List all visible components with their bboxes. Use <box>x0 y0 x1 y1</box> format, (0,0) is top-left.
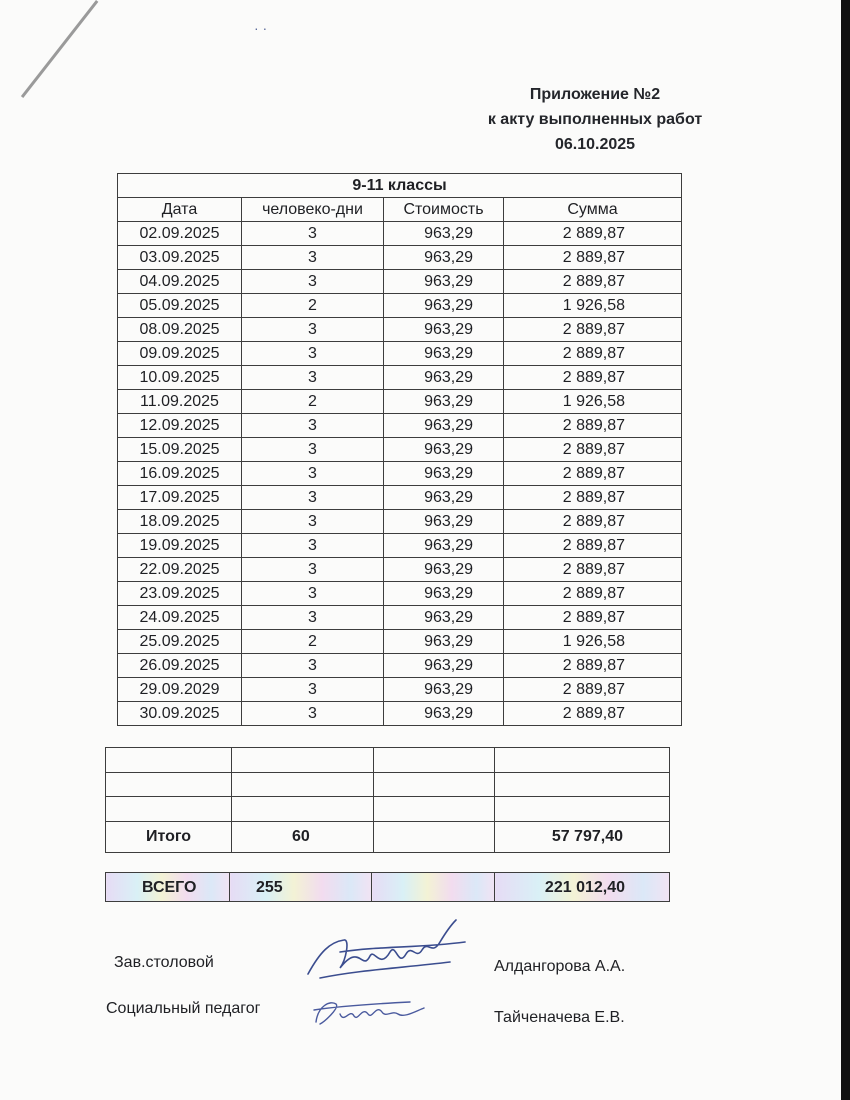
cell-price: 963,29 <box>384 462 504 486</box>
cell-price: 963,29 <box>384 702 504 726</box>
subtotal-days: 60 <box>232 821 374 852</box>
cell-price: 963,29 <box>384 342 504 366</box>
subtotal-label: Итого <box>106 821 232 852</box>
cell-days: 3 <box>242 678 384 702</box>
cell-sum: 2 889,87 <box>504 246 682 270</box>
cell-sum: 2 889,87 <box>504 534 682 558</box>
table-row <box>118 222 682 246</box>
cell-sum: 2 889,87 <box>504 582 682 606</box>
scan-edge <box>841 0 850 1100</box>
cell-date: 04.09.2025 <box>118 270 242 294</box>
cell-date: 15.09.2025 <box>118 438 242 462</box>
cell-price: 963,29 <box>384 366 504 390</box>
cell-days: 2 <box>242 294 384 318</box>
column-header-price: Стоимость <box>384 198 504 222</box>
cell-days: 3 <box>242 270 384 294</box>
subtotal-sum: 57 797,40 <box>495 821 670 852</box>
signer-role-1: Зав.столовой <box>114 954 214 971</box>
table-row <box>118 246 682 270</box>
table-row <box>118 702 682 726</box>
cell-days: 3 <box>242 414 384 438</box>
cell-date: 12.09.2025 <box>118 414 242 438</box>
table-row <box>118 678 682 702</box>
table-header-row <box>118 198 682 222</box>
scan-artifact-line <box>21 0 98 98</box>
cell-sum: 2 889,87 <box>504 606 682 630</box>
cell-days: 3 <box>242 606 384 630</box>
cell-sum: 1 926,58 <box>504 294 682 318</box>
cell-days: 3 <box>242 222 384 246</box>
cell-sum: 1 926,58 <box>504 390 682 414</box>
table-row <box>118 654 682 678</box>
cell-sum: 2 889,87 <box>504 222 682 246</box>
cell-days: 3 <box>242 462 384 486</box>
cell-price: 963,29 <box>384 294 504 318</box>
cell-days: 3 <box>242 510 384 534</box>
cell-price: 963,29 <box>384 654 504 678</box>
cell-days: 2 <box>242 630 384 654</box>
cell-date: 19.09.2025 <box>118 534 242 558</box>
cell-date: 18.09.2025 <box>118 510 242 534</box>
cell-sum: 2 889,87 <box>504 414 682 438</box>
cell-price: 963,29 <box>384 438 504 462</box>
subtotal-row <box>106 821 670 852</box>
table-row <box>118 366 682 390</box>
table-row <box>118 486 682 510</box>
grand-total-table <box>105 872 670 902</box>
table-row <box>118 606 682 630</box>
table-row <box>118 438 682 462</box>
appendix-subtitle: к акту выполненных работ <box>487 111 703 128</box>
cell-price: 963,29 <box>384 630 504 654</box>
meals-table <box>117 173 682 726</box>
signer-name-2: Тайченачева Е.В. <box>494 1009 625 1026</box>
cell-price: 963,29 <box>384 582 504 606</box>
cell-price: 963,29 <box>384 606 504 630</box>
cell-date: 11.09.2025 <box>118 390 242 414</box>
cell-date: 02.09.2025 <box>118 222 242 246</box>
cell-price: 963,29 <box>384 222 504 246</box>
table-row <box>118 318 682 342</box>
table-row <box>118 510 682 534</box>
subtotal-table <box>105 747 670 853</box>
cell-date: 24.09.2025 <box>118 606 242 630</box>
table-title-row <box>118 174 682 198</box>
table-row <box>118 582 682 606</box>
empty-row <box>106 748 670 773</box>
signer-role-2: Социальный педагог <box>106 1000 261 1017</box>
column-header-days: человеко-дни <box>242 198 384 222</box>
cell-date: 23.09.2025 <box>118 582 242 606</box>
appendix-date: 06.10.2025 <box>554 136 636 153</box>
grand-total-price <box>372 873 495 902</box>
cell-price: 963,29 <box>384 510 504 534</box>
cell-sum: 2 889,87 <box>504 486 682 510</box>
cell-date: 05.09.2025 <box>118 294 242 318</box>
cell-price: 963,29 <box>384 270 504 294</box>
cell-date: 16.09.2025 <box>118 462 242 486</box>
cell-sum: 2 889,87 <box>504 702 682 726</box>
grand-total-row <box>106 873 670 902</box>
subtotal-price <box>374 821 495 852</box>
cell-date: 10.09.2025 <box>118 366 242 390</box>
cell-date: 03.09.2025 <box>118 246 242 270</box>
cell-sum: 2 889,87 <box>504 318 682 342</box>
table-row <box>118 414 682 438</box>
cell-days: 2 <box>242 390 384 414</box>
cell-sum: 2 889,87 <box>504 510 682 534</box>
cell-days: 3 <box>242 702 384 726</box>
table-row <box>118 390 682 414</box>
cell-days: 3 <box>242 366 384 390</box>
table-row <box>118 558 682 582</box>
column-header-date: Дата <box>118 198 242 222</box>
cell-sum: 2 889,87 <box>504 462 682 486</box>
handwritten-signature-2 <box>310 992 430 1032</box>
cell-sum: 1 926,58 <box>504 630 682 654</box>
cell-price: 963,29 <box>384 318 504 342</box>
cell-date: 09.09.2025 <box>118 342 242 366</box>
cell-days: 3 <box>242 534 384 558</box>
cell-price: 963,29 <box>384 486 504 510</box>
cell-date: 25.09.2025 <box>118 630 242 654</box>
cell-sum: 2 889,87 <box>504 438 682 462</box>
appendix-title: Приложение №2 <box>529 86 661 103</box>
table-row <box>118 270 682 294</box>
cell-days: 3 <box>242 438 384 462</box>
document-header <box>470 82 720 157</box>
empty-row <box>106 797 670 822</box>
grand-total-days: 255 <box>230 873 372 902</box>
cell-sum: 2 889,87 <box>504 342 682 366</box>
cell-sum: 2 889,87 <box>504 270 682 294</box>
cell-price: 963,29 <box>384 246 504 270</box>
handwritten-signature-1 <box>300 912 470 992</box>
cell-date: 08.09.2025 <box>118 318 242 342</box>
cell-date: 30.09.2025 <box>118 702 242 726</box>
column-header-sum: Сумма <box>504 198 682 222</box>
cell-price: 963,29 <box>384 558 504 582</box>
table-row <box>118 294 682 318</box>
cell-date: 17.09.2025 <box>118 486 242 510</box>
grand-total-sum: 221 012,40 <box>495 873 670 902</box>
table-title: 9-11 классы <box>118 174 682 198</box>
empty-row <box>106 772 670 797</box>
cell-days: 3 <box>242 342 384 366</box>
table-row <box>118 462 682 486</box>
cell-sum: 2 889,87 <box>504 654 682 678</box>
table-row <box>118 630 682 654</box>
cell-days: 3 <box>242 246 384 270</box>
cell-price: 963,29 <box>384 534 504 558</box>
cell-price: 963,29 <box>384 390 504 414</box>
table-row <box>118 342 682 366</box>
table-row <box>118 534 682 558</box>
cell-date: 26.09.2025 <box>118 654 242 678</box>
scan-speck: · · <box>254 20 268 36</box>
cell-days: 3 <box>242 318 384 342</box>
cell-days: 3 <box>242 654 384 678</box>
cell-days: 3 <box>242 558 384 582</box>
cell-price: 963,29 <box>384 414 504 438</box>
cell-date: 22.09.2025 <box>118 558 242 582</box>
cell-price: 963,29 <box>384 678 504 702</box>
signer-name-1: Алдангорова А.А. <box>494 958 626 975</box>
cell-sum: 2 889,87 <box>504 678 682 702</box>
cell-days: 3 <box>242 486 384 510</box>
cell-sum: 2 889,87 <box>504 366 682 390</box>
cell-date: 29.09.2029 <box>118 678 242 702</box>
cell-sum: 2 889,87 <box>504 558 682 582</box>
cell-days: 3 <box>242 582 384 606</box>
grand-total-label: ВСЕГО <box>106 873 230 902</box>
